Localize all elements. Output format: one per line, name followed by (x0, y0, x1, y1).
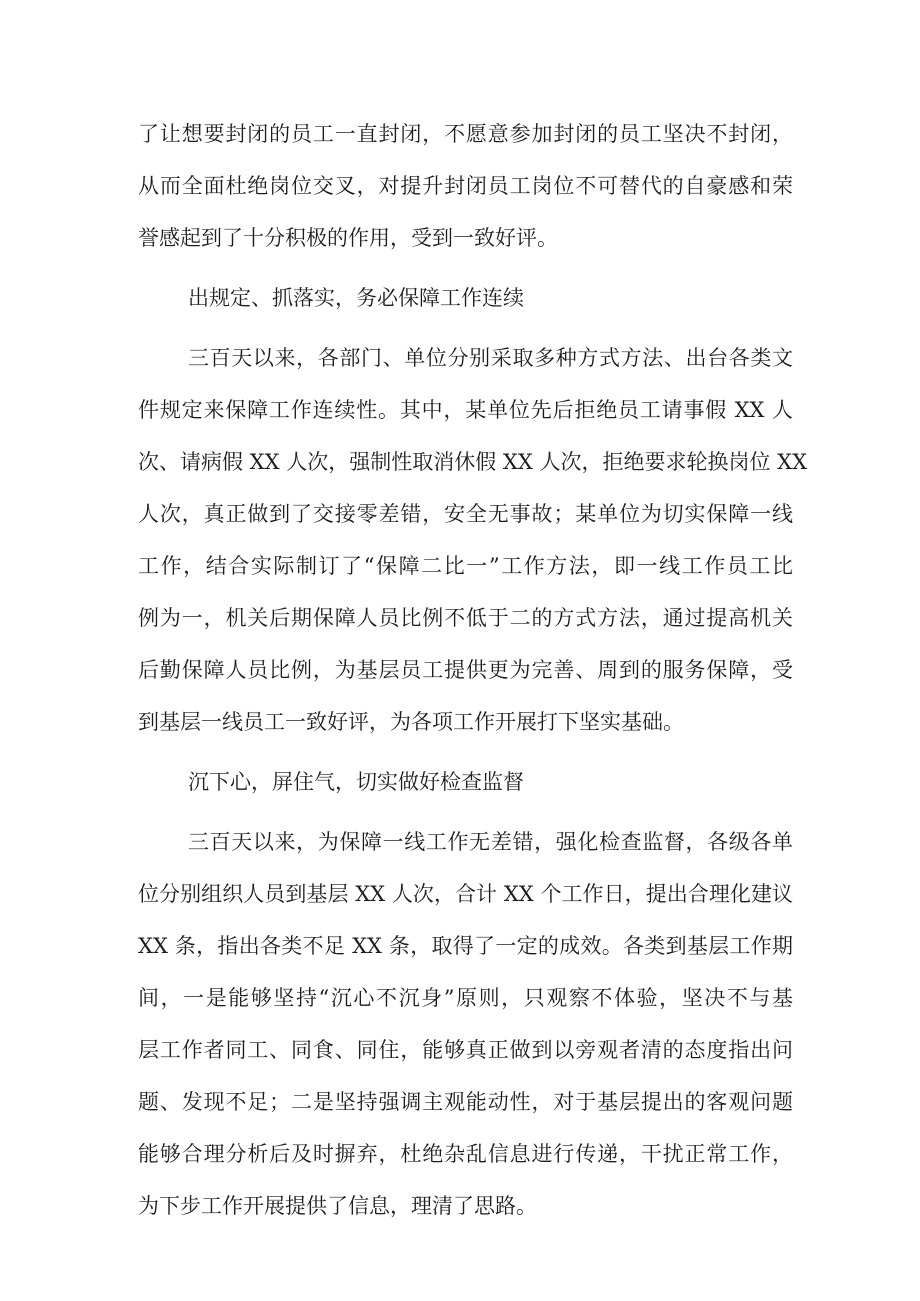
paragraph-3-line-2: 位分别组织人员到基层 XX 人次，合计 XX 个工作日，提出合理化建议 (138, 882, 793, 906)
paragraph-2-line-7: 后勤保障人员比例，为基层员工提供更为完善、周到的服务保障，受 (138, 658, 793, 682)
paragraph-2-line-1: 三百天以来，各部门、单位分别采取多种方式方法、出台各类文 (188, 346, 793, 370)
paragraph-1-line-1: 了让想要封闭的员工一直封闭，不愿意参加封闭的员工坚决不封闭， (138, 122, 793, 146)
paragraph-2-line-2: 件规定来保障工作连续性。其中，某单位先后拒绝员工请事假 XX 人 (138, 398, 793, 422)
paragraph-3-line-3: XX 条，指出各类不足 XX 条，取得了一定的成效。各类到基层工作期 (138, 934, 793, 958)
paragraph-2-line-8: 到基层一线员工一致好评，为各项工作开展打下坚实基础。 (138, 710, 684, 734)
paragraph-3-line-4: 间，一是能够坚持“沉心不沉身”原则，只观察不体验，坚决不与基 (138, 986, 793, 1010)
paragraph-2-line-3: 次、请病假 XX 人次，强制性取消休假 XX 人次，拒绝要求轮换岗位 XX (138, 450, 808, 474)
paragraph-2-line-5: 工作，结合实际制订了“保障二比一”工作方法，即一线工作员工比 (138, 554, 793, 578)
paragraph-3-line-7: 能够合理分析后及时摒弃，杜绝杂乱信息进行传递，干扰正常工作， (138, 1142, 793, 1166)
paragraph-1-line-3: 誉感起到了十分积极的作用，受到一致好评。 (138, 226, 558, 250)
paragraph-2-line-6: 例为一，机关后期保障人员比例不低于二的方式方法，通过提高机关 (138, 606, 793, 630)
paragraph-1-line-2: 从而全面杜绝岗位交叉，对提升封闭员工岗位不可替代的自豪感和荣 (138, 174, 793, 198)
paragraph-3-line-6: 题、发现不足；二是坚持强调主观能动性，对于基层提出的客观问题 (138, 1090, 793, 1114)
paragraph-3-line-5: 层工作者同工、同食、同住，能够真正做到以旁观者清的态度指出问 (138, 1038, 793, 1062)
section-heading-2: 沉下心，屏住气，切实做好检查监督 (188, 770, 524, 794)
paragraph-3-line-8: 为下步工作开展提供了信息，理清了思路。 (138, 1194, 537, 1218)
section-heading-1: 出规定、抓落实，务必保障工作连续 (188, 286, 524, 310)
paragraph-2-line-4: 人次，真正做到了交接零差错，安全无事故；某单位为切实保障一线 (138, 502, 793, 526)
paragraph-3-line-1: 三百天以来，为保障一线工作无差错，强化检查监督，各级各单 (188, 830, 793, 854)
